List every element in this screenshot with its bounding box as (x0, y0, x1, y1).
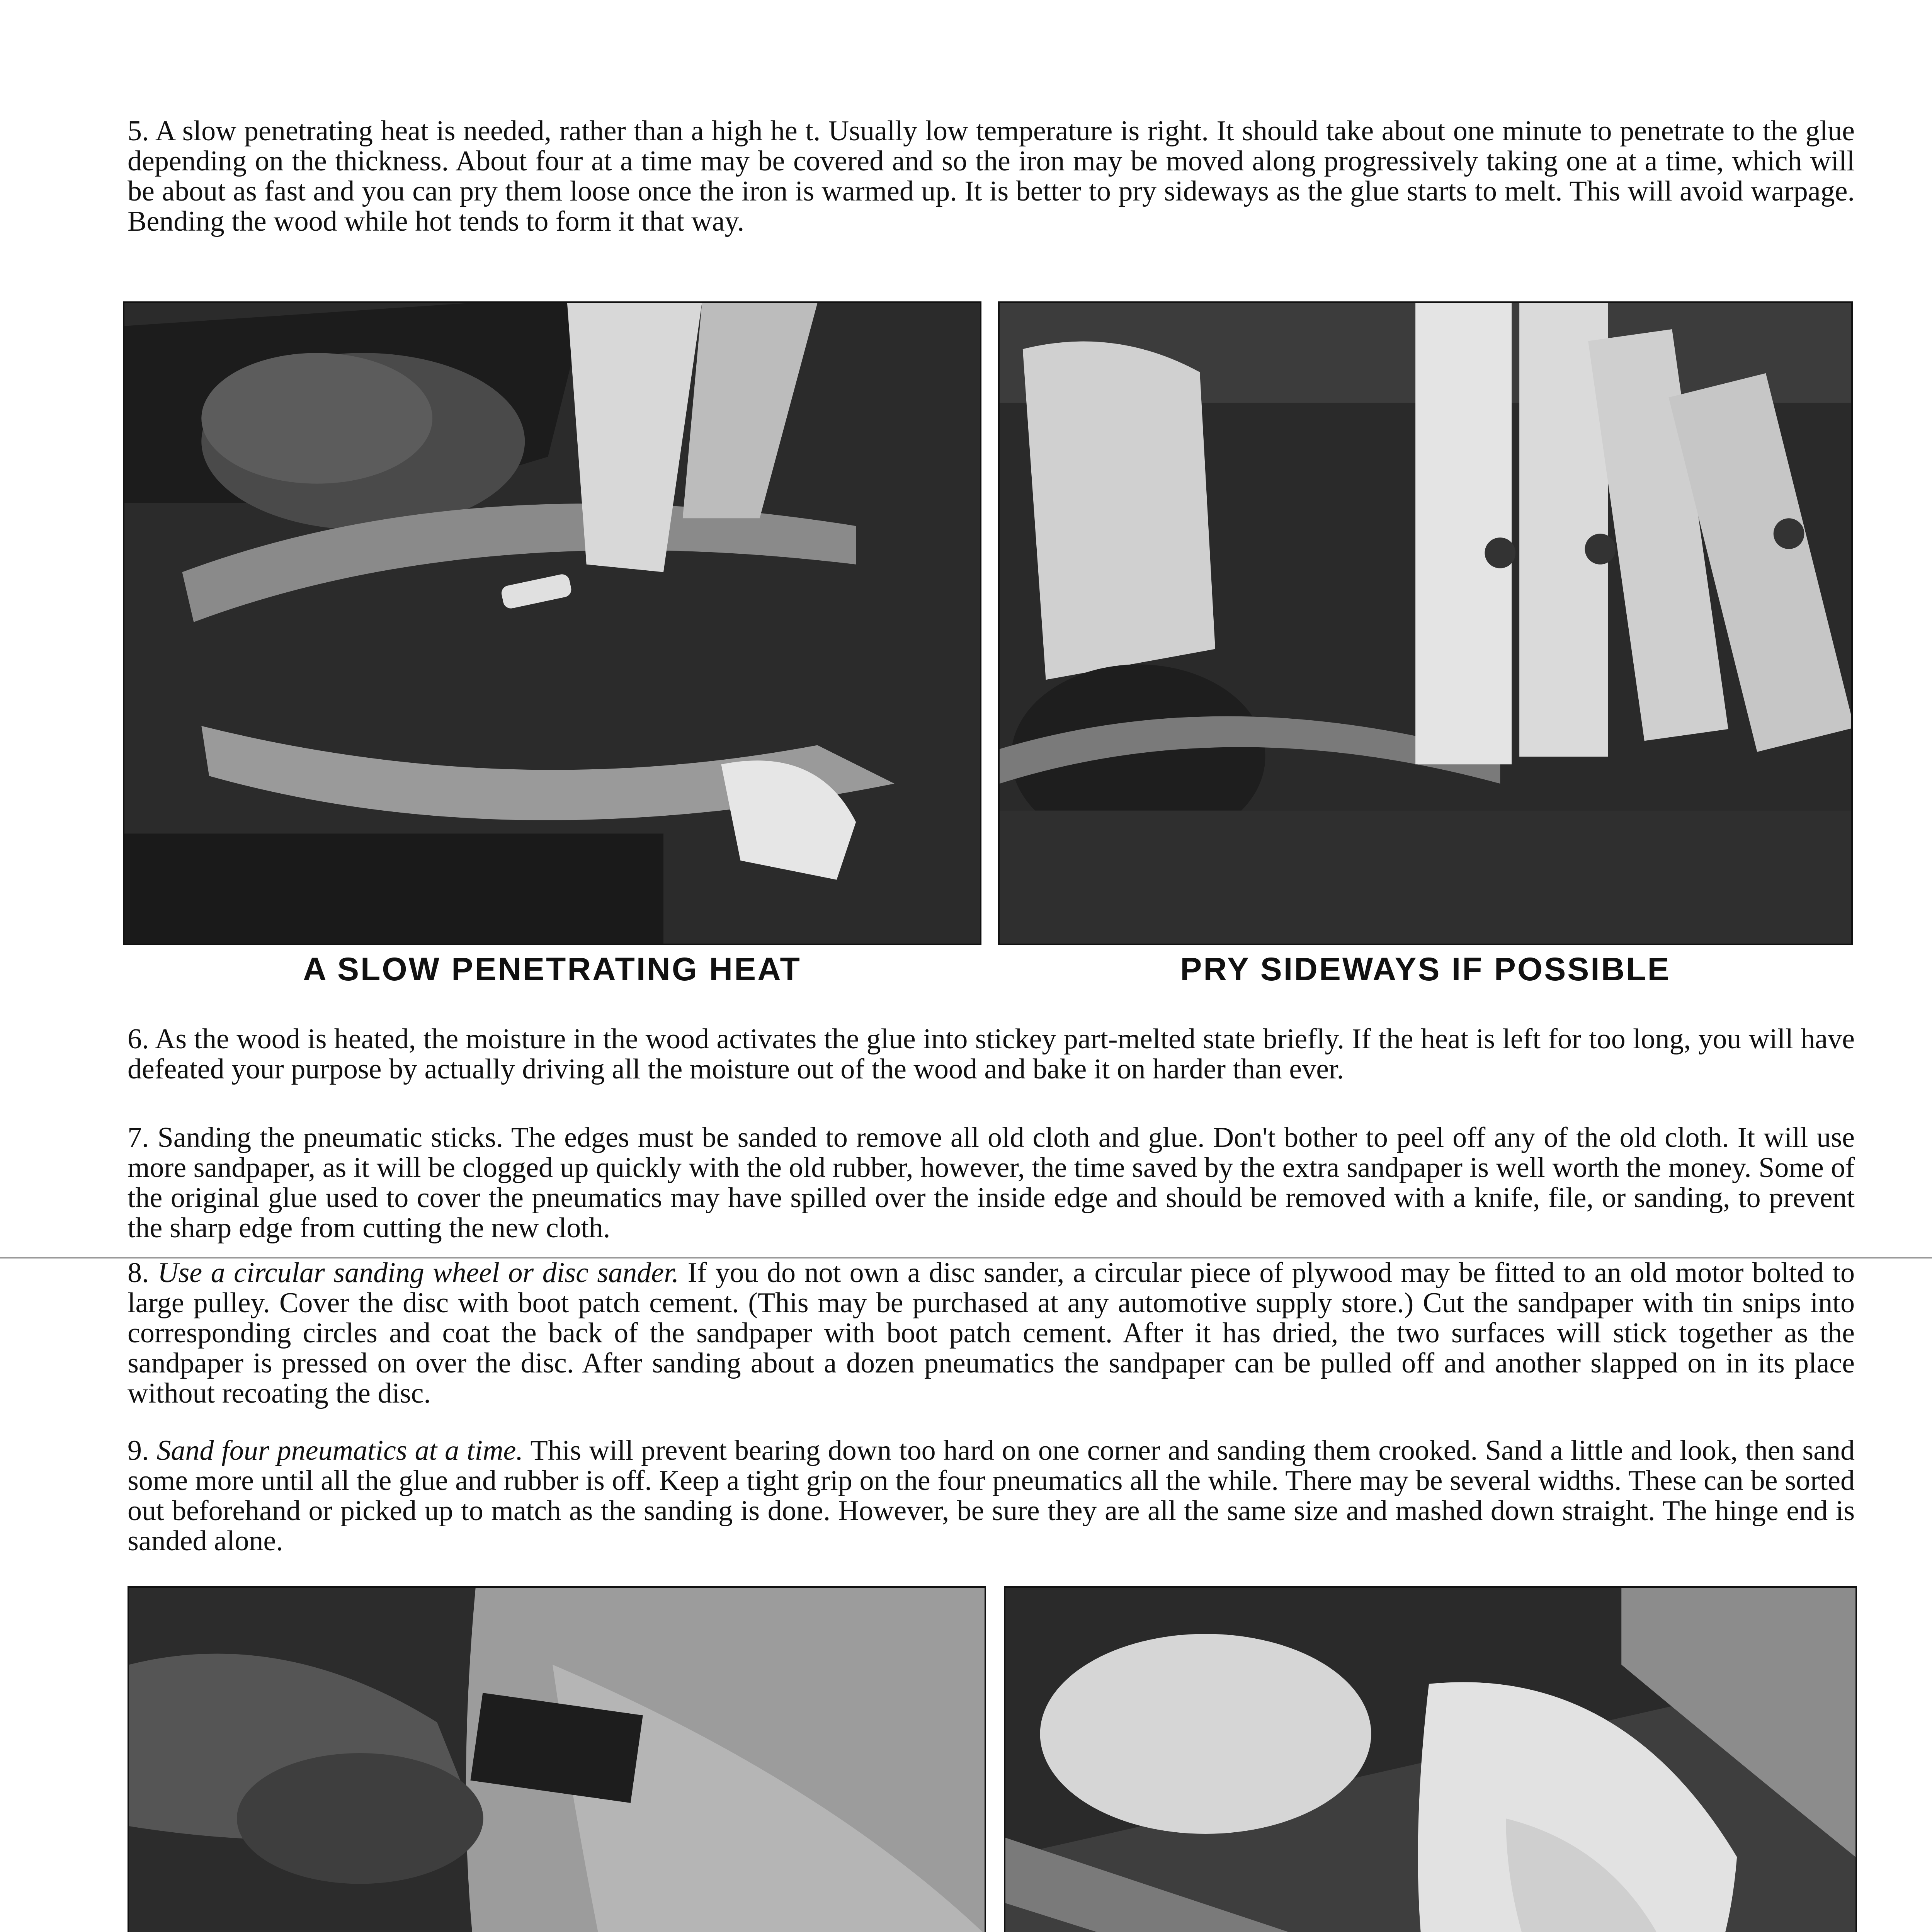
paragraph-6: 6. As the wood is heated, the moisture in the wood activates the glue into stickey part-melted state briefly. If the heat is left for too long, you will have defeated your purpose by actually driving all the moisture out of the wood and bake it on harder than ever. (128, 1023, 1855, 1085)
paragraph-8: 8. Use a circular sanding wheel or disc sander. If you do not own a disc sander, a circular piece of plywood may be fitted to an old motor bolted to large pulley. Cover the disc with boot patch cement. (This may be purchased at any automotive supply store.) Cut the sandpaper with tin snips into corresponding circles and coat the back of the sandpaper with boot patch cement. After it has dried, the two surfaces will stick together as the sandpaper is pressed on over the disc. After sanding about a dozen pneumatics the sandpaper can be pulled off and another slapped on in its place without recoating the disc. (128, 1257, 1855, 1409)
paragraph-5: 5. A slow penetrating heat is needed, rather than a high he t. Usually low temperature is right. It should take about one minute to penetrate to the glue depending on the thickness. About four at a time may be covered and so the iron may be moved along progressively taking one at a time, which will be about as fast and you can pry them loose once the iron is warmed up. It is better to pry sideways as the glue starts to melt. This will avoid warpage. Bending the wood while hot tends to form it that way. (128, 115, 1855, 237)
caption-pry-sideways: PRY SIDEWAYS IF POSSIBLE (1180, 951, 1671, 987)
paragraph-9: 9. Sand four pneumatics at a time. This will prevent bearing down too hard on one corner and sanding them crooked. Sand a little and look, then sand some more until all the glue and rubber is off. Keep a tight grip on the four pneumatics all the while. There may be several widths. These can be sorted out beforehand or picked up to match as the sanding is done. However, be sure they are all the same size and mashed down straight. The hinge end is sanded alone. (128, 1435, 1855, 1557)
photo-iron-heating-pneumatics (123, 301, 981, 945)
photo-sanding-disc (128, 1586, 986, 1932)
photo-prying-pneumatics-sideways (998, 301, 1853, 945)
photo-gripping-pneumatics (1004, 1586, 1857, 1932)
paragraph-7: 7. Sanding the pneumatic sticks. The edges must be sanded to remove all old cloth and glue. Don't bother to peel off any of the old cloth. It will use more sandpaper, as it will be clogged up quickly with the old rubber, however, the time saved by the extra sandpaper is well worth the money. Some of the original glue used to cover the pneumatics may have spilled over the inside edge and should be removed with a knife, file, or sanding, to prevent the sharp edge from cutting the new cloth. (128, 1122, 1855, 1244)
caption-slow-penetrating-heat: A SLOW PENETRATING HEAT (303, 951, 801, 987)
